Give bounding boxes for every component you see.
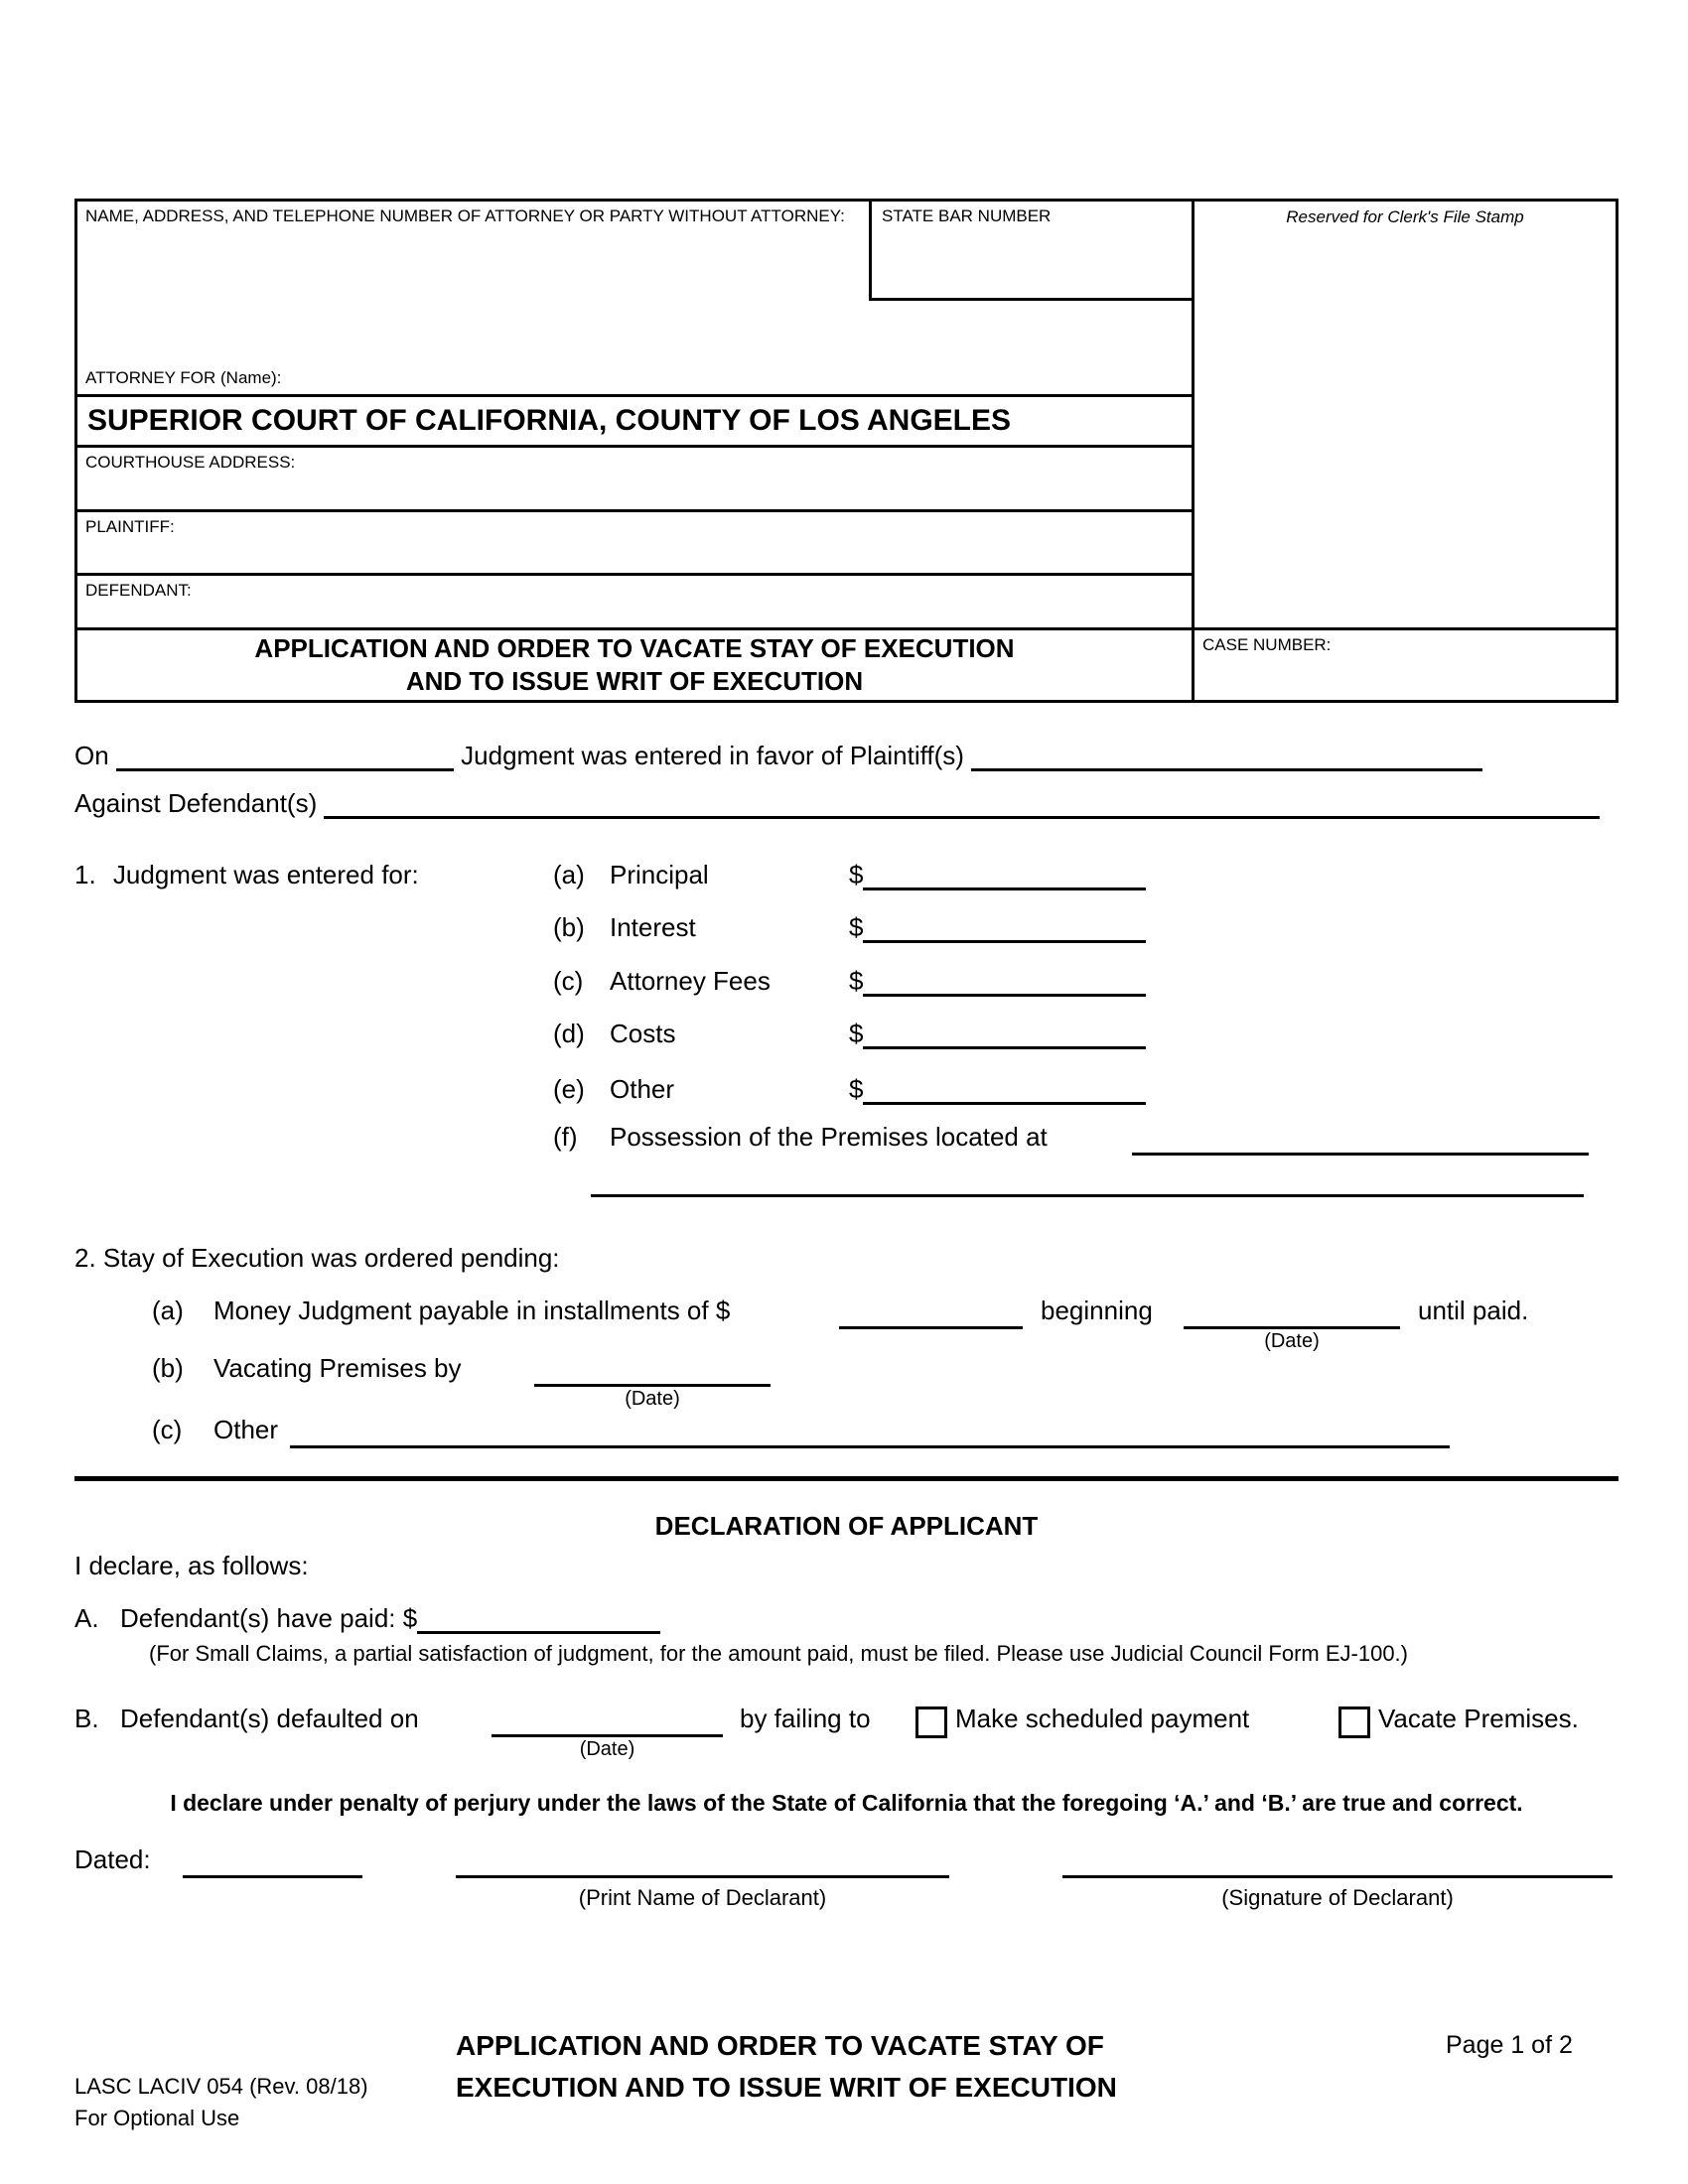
signature-blank[interactable] xyxy=(1062,1843,1613,1878)
attorney-for-label: ATTORNEY FOR (Name): xyxy=(85,368,282,387)
intro-line-2 xyxy=(74,786,1600,820)
page-number: Page 1 of 2 xyxy=(1446,2031,1573,2059)
favor-text: Judgment was entered in favor of Plaintiff(s) xyxy=(461,741,964,770)
defendant-label: DEFENDANT: xyxy=(85,581,192,600)
caption-table xyxy=(74,199,1618,703)
item-label: Costs xyxy=(610,1019,676,1048)
court-name: SUPERIOR COURT OF CALIFORNIA, COUNTY OF LOS ANGELES xyxy=(87,404,1012,437)
footer-title xyxy=(456,2025,1117,2109)
other-amount-blank[interactable] xyxy=(863,1076,1146,1105)
item-letter: B. xyxy=(74,1704,99,1733)
interest-amount-blank[interactable] xyxy=(863,914,1146,943)
courthouse-address-label: COURTHOUSE ADDRESS: xyxy=(85,453,296,472)
dollar-sign: $ xyxy=(849,860,864,889)
form-title-cell xyxy=(77,630,1192,700)
item-amount xyxy=(849,964,1146,998)
item-amount xyxy=(849,1072,1146,1106)
section1-heading xyxy=(74,858,419,891)
vacating-premises-text: Vacating Premises by xyxy=(213,1353,462,1383)
intro-line-1 xyxy=(74,739,1482,772)
installment-amount-blank[interactable] xyxy=(839,1294,1023,1329)
item-label: Principal xyxy=(610,860,709,889)
court-name-cell xyxy=(77,397,1192,448)
item-letter: (c) xyxy=(553,966,584,996)
by-failing-text: by failing to xyxy=(740,1704,871,1733)
perjury-statement: I declare under penalty of perjury under the laws of the State of California that the foregoing ‘A.’ and ‘B.’ are true and correct. xyxy=(170,1790,1523,1816)
vacate-premises-checkbox[interactable] xyxy=(1338,1706,1370,1738)
footer-title-line2: EXECUTION AND TO ISSUE WRIT OF EXECUTION xyxy=(456,2072,1117,2103)
defaulted-text: Defendant(s) defaulted on xyxy=(120,1704,419,1733)
courthouse-address-cell[interactable] xyxy=(77,448,1192,512)
date-label: (Date) xyxy=(579,1738,635,1760)
declaration-intro: I declare, as follows: xyxy=(74,1551,309,1580)
item-amount xyxy=(849,858,1146,891)
amount-paid-blank[interactable] xyxy=(417,1605,660,1634)
default-date-blank[interactable] xyxy=(492,1702,723,1737)
item-letter: (d) xyxy=(553,1019,585,1048)
footer-form-number: LASC LACIV 054 (Rev. 08/18) xyxy=(74,2074,368,2099)
vacate-premises-label: Vacate Premises. xyxy=(1378,1704,1579,1733)
section1-heading-text: Judgment was entered for: xyxy=(112,860,419,889)
item-letter: (b) xyxy=(152,1353,184,1383)
signature-label: (Signature of Declarant) xyxy=(1221,1885,1454,1910)
item-label: Other xyxy=(610,1074,675,1104)
item-amount xyxy=(849,1017,1146,1050)
plaintiff-cell[interactable] xyxy=(77,512,1192,576)
dollar-sign: $ xyxy=(849,1074,864,1104)
have-paid-text: Defendant(s) have paid: $ xyxy=(120,1603,418,1633)
case-number-cell[interactable] xyxy=(1195,630,1616,700)
defendant-names-blank[interactable] xyxy=(324,790,1600,819)
item-letter: (c) xyxy=(152,1415,183,1444)
item-label: Possession of the Premises located at xyxy=(610,1122,1048,1152)
until-paid-text: until paid. xyxy=(1418,1296,1529,1325)
item-label: Attorney Fees xyxy=(610,966,771,996)
date-label: (Date) xyxy=(1264,1330,1320,1352)
make-scheduled-payment-label: Make scheduled payment xyxy=(955,1704,1250,1733)
installments-text: Money Judgment payable in installments of $ xyxy=(213,1296,731,1325)
date-label: (Date) xyxy=(625,1388,680,1410)
case-number-label: CASE NUMBER: xyxy=(1202,635,1332,654)
vacating-date-blank[interactable] xyxy=(534,1351,771,1387)
have-paid-line xyxy=(120,1601,660,1635)
defendant-cell[interactable] xyxy=(77,576,1192,630)
footer-optional-use: For Optional Use xyxy=(74,2106,240,2130)
state-bar-label: STATE BAR NUMBER xyxy=(882,206,1052,225)
item-letter: A. xyxy=(74,1603,99,1633)
premises-address-blank-2[interactable] xyxy=(591,1161,1584,1197)
state-bar-number-cell[interactable] xyxy=(869,202,1192,301)
clerk-stamp-label: Reserved for Clerk's File Stamp xyxy=(1286,207,1524,226)
on-label: On xyxy=(74,741,109,770)
attorney-info-label: NAME, ADDRESS, AND TELEPHONE NUMBER OF ATTORNEY OR PARTY WITHOUT ATTORNEY: xyxy=(85,206,845,225)
item-letter: (a) xyxy=(152,1296,184,1325)
premises-address-blank[interactable] xyxy=(1132,1120,1589,1156)
section1-number: 1. xyxy=(74,860,96,889)
footer-title-line1: APPLICATION AND ORDER TO VACATE STAY OF xyxy=(456,2030,1104,2061)
plaintiff-label: PLAINTIFF: xyxy=(85,517,175,536)
item-letter: (f) xyxy=(553,1122,578,1152)
other-stay-blank[interactable] xyxy=(290,1413,1450,1448)
item-label: Interest xyxy=(610,912,696,942)
section2-heading: 2. Stay of Execution was ordered pending: xyxy=(74,1243,560,1273)
declaration-title: DECLARATION OF APPLICANT xyxy=(654,1511,1039,1541)
judgment-date-blank[interactable] xyxy=(116,743,454,771)
beginning-date-blank[interactable] xyxy=(1184,1294,1400,1329)
print-name-label: (Print Name of Declarant) xyxy=(578,1885,827,1910)
against-label: Against Defendant(s) xyxy=(74,788,318,818)
item-letter: (b) xyxy=(553,912,585,942)
form-title-line2: AND TO ISSUE WRIT OF EXECUTION xyxy=(405,666,864,696)
costs-amount-blank[interactable] xyxy=(863,1021,1146,1049)
other-text: Other xyxy=(213,1415,279,1444)
dollar-sign: $ xyxy=(849,912,864,942)
principal-amount-blank[interactable] xyxy=(863,862,1146,890)
make-scheduled-payment-checkbox[interactable] xyxy=(915,1706,947,1738)
item-letter: (a) xyxy=(553,860,585,889)
plaintiff-names-blank[interactable] xyxy=(971,743,1482,771)
dollar-sign: $ xyxy=(849,1019,864,1048)
dollar-sign: $ xyxy=(849,966,864,996)
item-amount xyxy=(849,910,1146,944)
attorney-fees-amount-blank[interactable] xyxy=(863,968,1146,997)
item-letter: (e) xyxy=(553,1074,585,1104)
dated-blank[interactable] xyxy=(183,1843,362,1878)
form-title-line1: APPLICATION AND ORDER TO VACATE STAY OF EXECUTION xyxy=(254,633,1015,663)
beginning-text: beginning xyxy=(1041,1296,1153,1325)
clerk-stamp-area xyxy=(1195,202,1616,630)
small-claims-note: (For Small Claims, a partial satisfaction of judgment, for the amount paid, must be filed. Please use Judicial Council Form EJ-100.) xyxy=(149,1641,1408,1666)
section-divider-rule xyxy=(74,1476,1618,1481)
print-name-blank[interactable] xyxy=(456,1843,949,1878)
dated-label: Dated: xyxy=(74,1844,151,1874)
